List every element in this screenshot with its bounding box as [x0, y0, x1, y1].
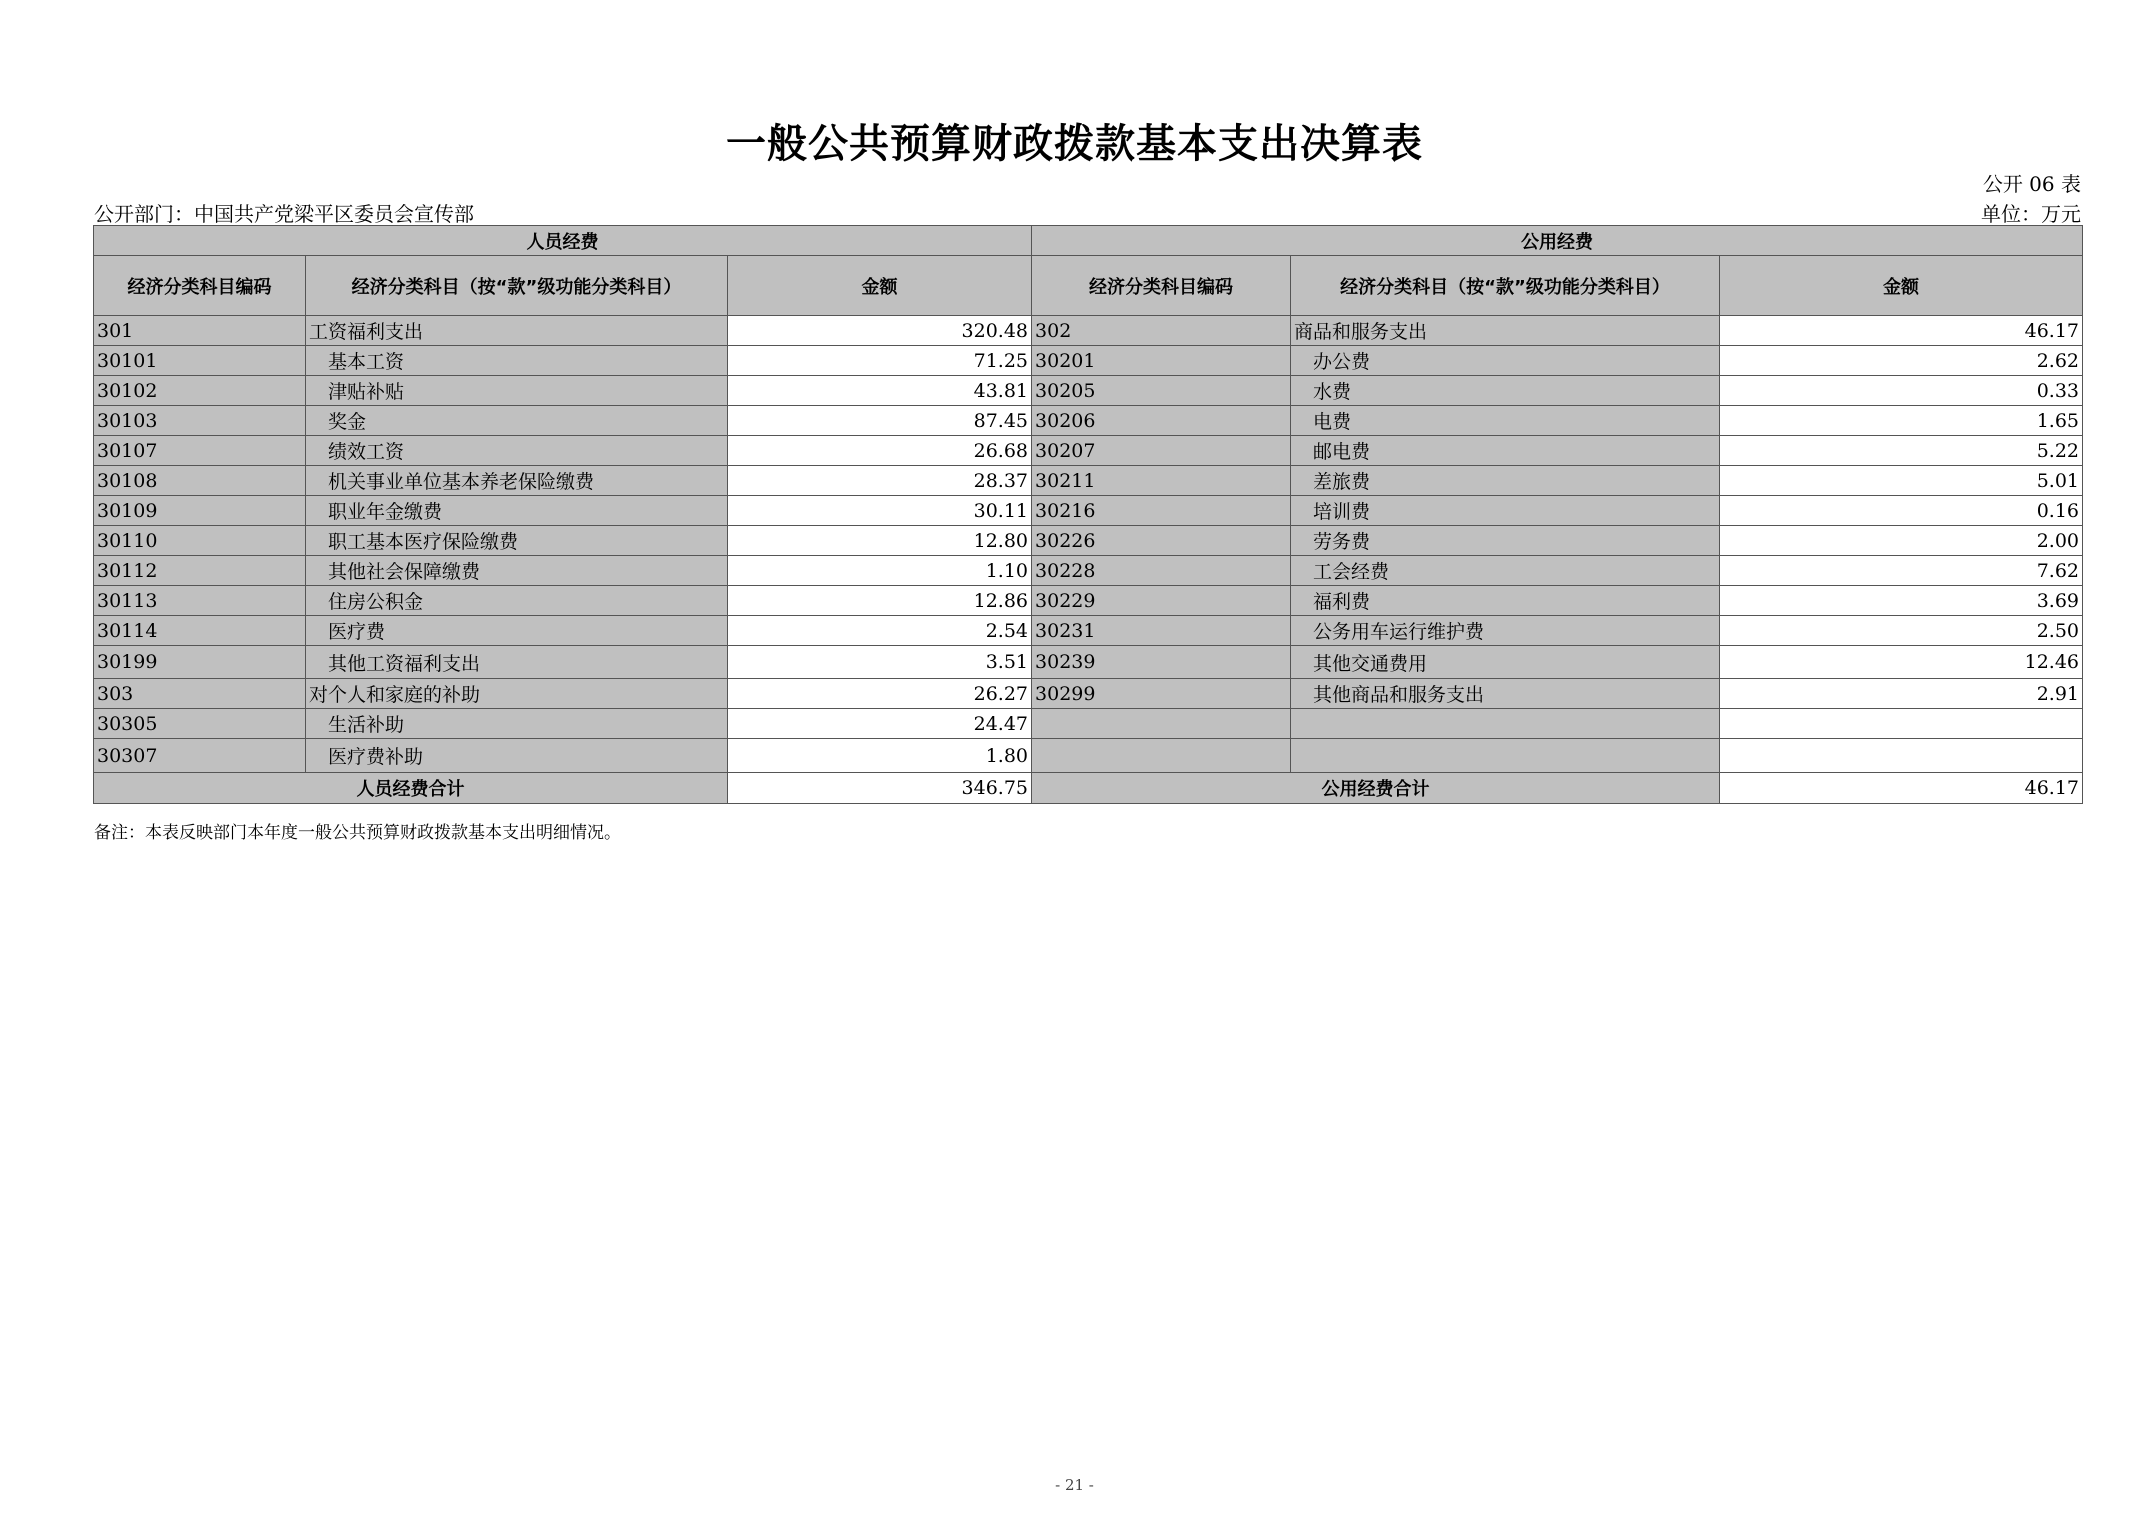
right-amount-cell: 7.62	[1720, 556, 2083, 586]
left-name-cell: 基本工资	[306, 346, 728, 376]
right-code-cell: 30231	[1032, 616, 1291, 646]
left-amount-cell: 43.81	[728, 376, 1032, 406]
right-code-cell: 30216	[1032, 496, 1291, 526]
unit-label: 单位：万元	[1981, 202, 2081, 226]
table-row	[94, 739, 2083, 773]
personnel-total-label: 人员经费合计	[94, 773, 728, 804]
right-name-cell	[1291, 709, 1720, 739]
right-code-cell: 30226	[1032, 526, 1291, 556]
personnel-total-value: 346.75	[728, 773, 1032, 804]
left-amount-cell: 24.47	[728, 709, 1032, 739]
public-total-label: 公用经费合计	[1032, 773, 1720, 804]
left-amount-cell: 2.54	[728, 616, 1032, 646]
table-body	[94, 316, 2083, 773]
name-column-header: 经济分类科目（按“款”级功能分类科目）	[1291, 256, 1720, 316]
left-name-cell: 医疗费补助	[306, 739, 728, 773]
table-row	[94, 466, 2083, 496]
left-code-cell: 30305	[94, 709, 306, 739]
form-number: 公开 06 表	[1982, 172, 2081, 196]
right-amount-cell: 12.46	[1720, 646, 2083, 679]
right-amount-cell: 1.65	[1720, 406, 2083, 436]
left-name-cell: 其他社会保障缴费	[306, 556, 728, 586]
left-code-cell: 30307	[94, 739, 306, 773]
left-code-cell: 301	[94, 316, 306, 346]
right-code-cell: 30229	[1032, 586, 1291, 616]
right-amount-cell: 3.69	[1720, 586, 2083, 616]
right-name-cell: 水费	[1291, 376, 1720, 406]
table-row	[94, 586, 2083, 616]
left-name-cell: 机关事业单位基本养老保险缴费	[306, 466, 728, 496]
public-header: 公用经费	[1032, 226, 2083, 256]
table-row	[94, 376, 2083, 406]
right-name-cell: 商品和服务支出	[1291, 316, 1720, 346]
right-code-cell: 30211	[1032, 466, 1291, 496]
expenditure-table	[93, 225, 2083, 804]
right-name-cell: 其他商品和服务支出	[1291, 679, 1720, 709]
left-code-cell: 30114	[94, 616, 306, 646]
left-code-cell: 30110	[94, 526, 306, 556]
left-code-cell: 30103	[94, 406, 306, 436]
left-code-cell: 30109	[94, 496, 306, 526]
right-amount-cell	[1720, 709, 2083, 739]
amount-column-header: 金额	[728, 256, 1032, 316]
right-name-cell	[1291, 739, 1720, 773]
left-amount-cell: 30.11	[728, 496, 1032, 526]
left-name-cell: 津贴补贴	[306, 376, 728, 406]
left-name-cell: 绩效工资	[306, 436, 728, 466]
right-amount-cell: 2.00	[1720, 526, 2083, 556]
left-code-cell: 303	[94, 679, 306, 709]
left-name-cell: 生活补助	[306, 709, 728, 739]
right-name-cell: 劳务费	[1291, 526, 1720, 556]
table-row	[94, 496, 2083, 526]
table-row	[94, 436, 2083, 466]
left-code-cell: 30112	[94, 556, 306, 586]
left-amount-cell: 87.45	[728, 406, 1032, 436]
left-code-cell: 30102	[94, 376, 306, 406]
right-amount-cell: 5.22	[1720, 436, 2083, 466]
page-title: 一般公共预算财政拨款基本支出决算表	[726, 121, 1423, 167]
table-row	[94, 526, 2083, 556]
left-code-cell: 30113	[94, 586, 306, 616]
right-amount-cell: 2.62	[1720, 346, 2083, 376]
left-name-cell: 工资福利支出	[306, 316, 728, 346]
right-code-cell	[1032, 709, 1291, 739]
code-column-header: 经济分类科目编码	[94, 256, 306, 316]
table-row	[94, 406, 2083, 436]
department-label: 公开部门：中国共产党梁平区委员会宣传部	[94, 202, 474, 226]
left-amount-cell: 26.27	[728, 679, 1032, 709]
table-row	[94, 556, 2083, 586]
right-code-cell: 30205	[1032, 376, 1291, 406]
right-code-cell: 30206	[1032, 406, 1291, 436]
right-amount-cell: 5.01	[1720, 466, 2083, 496]
right-name-cell: 福利费	[1291, 586, 1720, 616]
right-name-cell: 培训费	[1291, 496, 1720, 526]
left-name-cell: 职业年金缴费	[306, 496, 728, 526]
table-row	[94, 616, 2083, 646]
right-name-cell: 差旅费	[1291, 466, 1720, 496]
right-code-cell: 302	[1032, 316, 1291, 346]
page-number: - 21 -	[1055, 1476, 1094, 1494]
left-amount-cell: 3.51	[728, 646, 1032, 679]
left-name-cell: 对个人和家庭的补助	[306, 679, 728, 709]
left-code-cell: 30199	[94, 646, 306, 679]
left-amount-cell: 320.48	[728, 316, 1032, 346]
left-amount-cell: 26.68	[728, 436, 1032, 466]
left-code-cell: 30108	[94, 466, 306, 496]
public-total-value: 46.17	[1720, 773, 2083, 804]
left-amount-cell: 12.80	[728, 526, 1032, 556]
right-name-cell: 其他交通费用	[1291, 646, 1720, 679]
left-amount-cell: 28.37	[728, 466, 1032, 496]
name-column-header: 经济分类科目（按“款”级功能分类科目）	[306, 256, 728, 316]
right-name-cell: 工会经费	[1291, 556, 1720, 586]
left-name-cell: 奖金	[306, 406, 728, 436]
right-code-cell: 30299	[1032, 679, 1291, 709]
right-name-cell: 电费	[1291, 406, 1720, 436]
left-code-cell: 30107	[94, 436, 306, 466]
right-code-cell: 30239	[1032, 646, 1291, 679]
right-amount-cell	[1720, 739, 2083, 773]
personnel-header: 人员经费	[94, 226, 1032, 256]
left-name-cell: 职工基本医疗保险缴费	[306, 526, 728, 556]
right-amount-cell: 0.16	[1720, 496, 2083, 526]
left-name-cell: 住房公积金	[306, 586, 728, 616]
footnote: 备注：本表反映部门本年度一般公共预算财政拨款基本支出明细情况。	[94, 823, 621, 843]
right-amount-cell: 46.17	[1720, 316, 2083, 346]
right-code-cell: 30201	[1032, 346, 1291, 376]
left-code-cell: 30101	[94, 346, 306, 376]
table-row	[94, 346, 2083, 376]
right-name-cell: 办公费	[1291, 346, 1720, 376]
right-amount-cell: 2.50	[1720, 616, 2083, 646]
right-name-cell: 公务用车运行维护费	[1291, 616, 1720, 646]
right-amount-cell: 0.33	[1720, 376, 2083, 406]
left-amount-cell: 71.25	[728, 346, 1032, 376]
left-amount-cell: 12.86	[728, 586, 1032, 616]
left-amount-cell: 1.10	[728, 556, 1032, 586]
right-code-cell	[1032, 739, 1291, 773]
right-code-cell: 30228	[1032, 556, 1291, 586]
table-row	[94, 646, 2083, 679]
right-code-cell: 30207	[1032, 436, 1291, 466]
left-name-cell: 医疗费	[306, 616, 728, 646]
left-name-cell: 其他工资福利支出	[306, 646, 728, 679]
code-column-header: 经济分类科目编码	[1032, 256, 1291, 316]
amount-column-header: 金额	[1720, 256, 2083, 316]
right-amount-cell: 2.91	[1720, 679, 2083, 709]
table-row	[94, 709, 2083, 739]
table-row	[94, 316, 2083, 346]
table-row	[94, 679, 2083, 709]
left-amount-cell: 1.80	[728, 739, 1032, 773]
right-name-cell: 邮电费	[1291, 436, 1720, 466]
